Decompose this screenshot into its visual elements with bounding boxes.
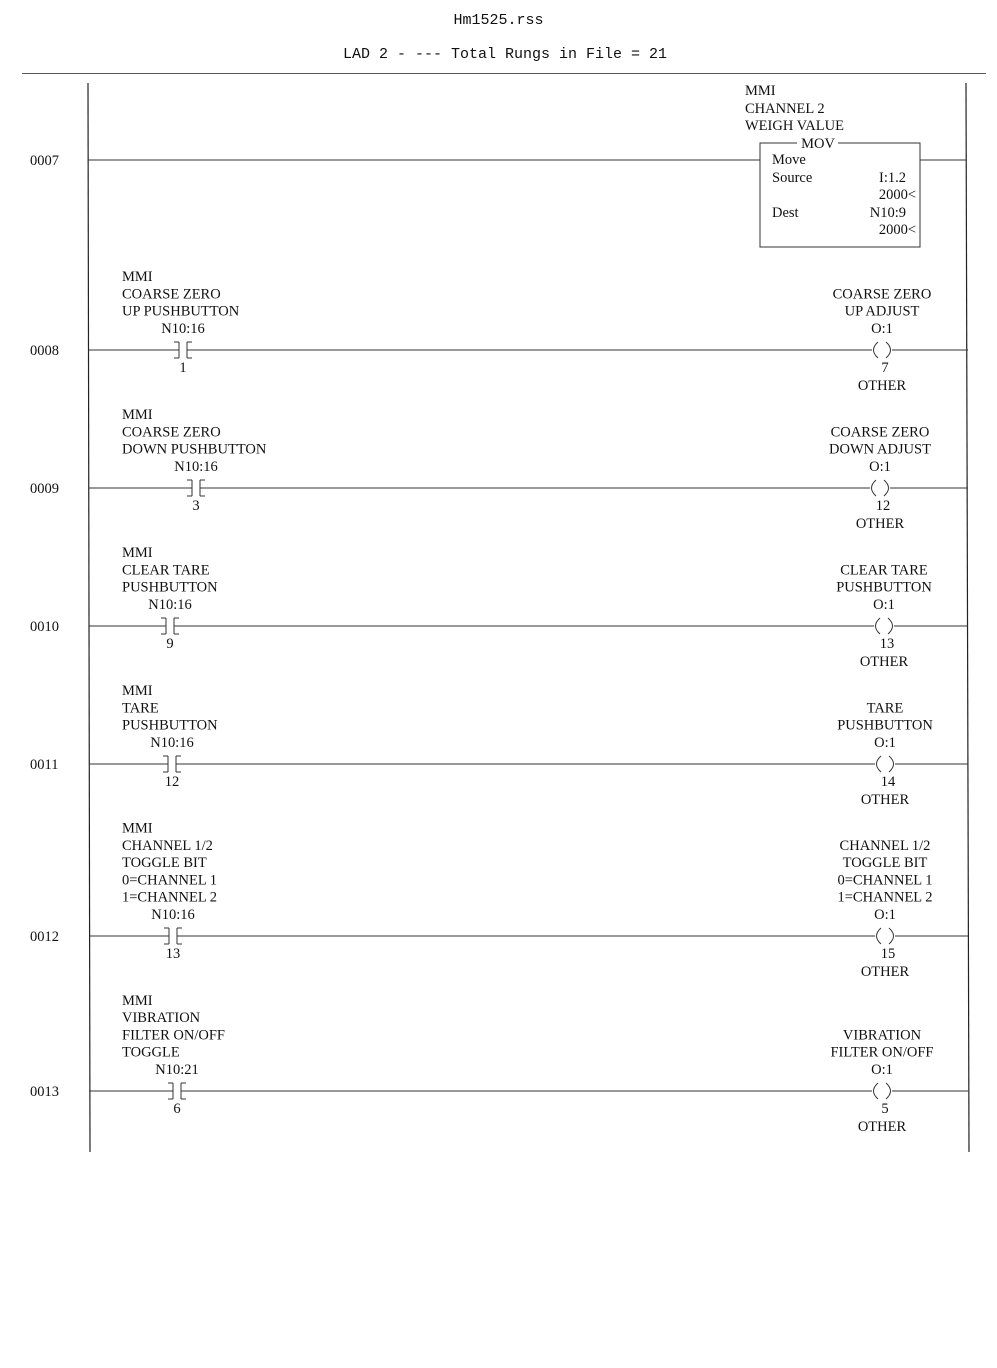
mov-dest-label: Dest [772, 205, 799, 221]
mov-description-line: CHANNEL 2 [745, 101, 825, 117]
output-type: OTHER [860, 792, 910, 808]
mov-title: Move [772, 152, 806, 168]
rung-0009 [30, 407, 968, 532]
input-bit: 6 [173, 1101, 181, 1117]
rung-number: 0009 [30, 481, 59, 497]
output-description-line: 0=CHANNEL 1 [837, 872, 933, 889]
mov-dest-address: N10:9 [869, 205, 906, 221]
ote-coil [870, 618, 898, 634]
output-address: O:1 [869, 459, 891, 475]
output-type: OTHER [859, 654, 909, 670]
input-address: N10:16 [174, 459, 218, 475]
output-description-line: CLEAR TARE [840, 562, 928, 579]
ote-coil [868, 342, 896, 358]
input-bit: 12 [164, 774, 180, 790]
mov-description-line: MMI [745, 83, 776, 99]
input-description-line: MMI [122, 269, 153, 286]
rung-count-header: LAD 2 - --- Total Rungs in File = 21 [342, 46, 668, 63]
output-bit: 15 [880, 946, 896, 962]
output-address: O:1 [871, 1062, 893, 1078]
input-description-line: PUSHBUTTON [122, 579, 218, 596]
output-bit: 5 [881, 1101, 889, 1117]
rung-number: 0011 [30, 757, 59, 773]
input-bit: 3 [192, 498, 200, 514]
output-address: O:1 [874, 907, 896, 923]
mov-dest-value: 2000< [878, 222, 916, 238]
input-address: N10:16 [161, 321, 205, 337]
rung-number: 0012 [30, 929, 59, 945]
mov-source-label: Source [772, 170, 813, 186]
input-description-line: COARSE ZERO [122, 424, 221, 441]
rung-number: 0008 [30, 343, 59, 359]
input-description-line: MMI [122, 683, 153, 700]
input-description-line: DOWN PUSHBUTTON [122, 441, 267, 458]
output-type: OTHER [857, 378, 907, 394]
output-description-line: PUSHBUTTON [837, 717, 933, 734]
rungs-group [30, 269, 968, 1135]
input-description-line: PUSHBUTTON [122, 717, 218, 734]
rung-0010 [30, 545, 968, 670]
input-description-line: MMI [122, 820, 153, 837]
xic-contact [186, 480, 206, 496]
xic-contact [167, 1083, 187, 1099]
input-description-line: 1=CHANNEL 2 [122, 889, 218, 906]
output-address: O:1 [871, 321, 893, 337]
input-address: N10:16 [151, 907, 195, 923]
rung-0007 [30, 83, 966, 247]
output-bit: 13 [879, 636, 895, 652]
rung-0012 [30, 821, 968, 981]
rung-0013 [30, 993, 968, 1135]
input-description-line: MMI [122, 407, 153, 424]
rung-number: 0013 [30, 1084, 59, 1100]
output-description-line: UP ADJUST [844, 303, 920, 320]
output-description-line: COARSE ZERO [832, 286, 932, 303]
output-bit: 14 [880, 774, 896, 790]
left-power-rail [88, 83, 90, 1152]
input-description-line: TOGGLE BIT [122, 855, 207, 872]
output-bit: 7 [881, 360, 889, 376]
input-description-line: UP PUSHBUTTON [122, 303, 240, 320]
rung-0008 [30, 269, 968, 394]
input-description-line: COARSE ZERO [122, 286, 221, 303]
input-description-line: MMI [122, 992, 153, 1009]
xic-contact [173, 342, 193, 358]
rung-0011 [30, 683, 968, 808]
input-address: N10:16 [148, 597, 192, 613]
input-bit: 1 [179, 360, 187, 376]
mov-source-value: 2000< [878, 187, 916, 203]
output-type: OTHER [857, 1119, 907, 1135]
file-name: Hm1525.rss [453, 12, 544, 29]
output-type: OTHER [860, 964, 910, 980]
ote-coil [866, 480, 894, 496]
output-bit: 12 [875, 498, 891, 514]
rung-number: 0007 [30, 153, 59, 169]
input-description-line: VIBRATION [122, 1010, 201, 1027]
input-description-line: FILTER ON/OFF [122, 1027, 226, 1044]
rung-number: 0010 [30, 619, 59, 635]
input-bit: 9 [166, 636, 174, 652]
output-description-line: TARE [866, 700, 904, 717]
ote-coil [871, 756, 899, 772]
xic-contact [162, 756, 182, 772]
input-address: N10:21 [155, 1062, 199, 1078]
xic-contact [163, 928, 183, 944]
ote-coil [871, 928, 899, 944]
input-description-line: MMI [122, 545, 153, 562]
input-description-line: CHANNEL 1/2 [122, 837, 213, 854]
output-address: O:1 [874, 735, 896, 751]
output-address: O:1 [873, 597, 895, 613]
input-description-line: TARE [122, 700, 159, 717]
output-description-line: DOWN ADJUST [829, 441, 931, 458]
mov-instruction-label: MOV [801, 136, 835, 152]
output-type: OTHER [855, 516, 905, 532]
output-description-line: VIBRATION [842, 1027, 922, 1044]
xic-contact [160, 618, 180, 634]
output-description-line: COARSE ZERO [830, 424, 930, 441]
ote-coil [868, 1083, 896, 1099]
output-description-line: PUSHBUTTON [836, 579, 932, 596]
output-description-line: 1=CHANNEL 2 [837, 889, 933, 906]
input-address: N10:16 [150, 735, 194, 751]
mov-source-address: I:1.2 [879, 170, 906, 186]
mov-description-line: WEIGH VALUE [745, 118, 844, 134]
output-description-line: FILTER ON/OFF [830, 1044, 934, 1061]
input-description-line: 0=CHANNEL 1 [122, 872, 218, 889]
output-description-line: CHANNEL 1/2 [839, 837, 931, 854]
input-description-line: CLEAR TARE [122, 562, 210, 579]
output-description-line: TOGGLE BIT [842, 855, 928, 872]
input-description-line: TOGGLE [122, 1044, 180, 1061]
input-bit: 13 [165, 946, 181, 962]
right-power-rail [966, 83, 969, 1152]
